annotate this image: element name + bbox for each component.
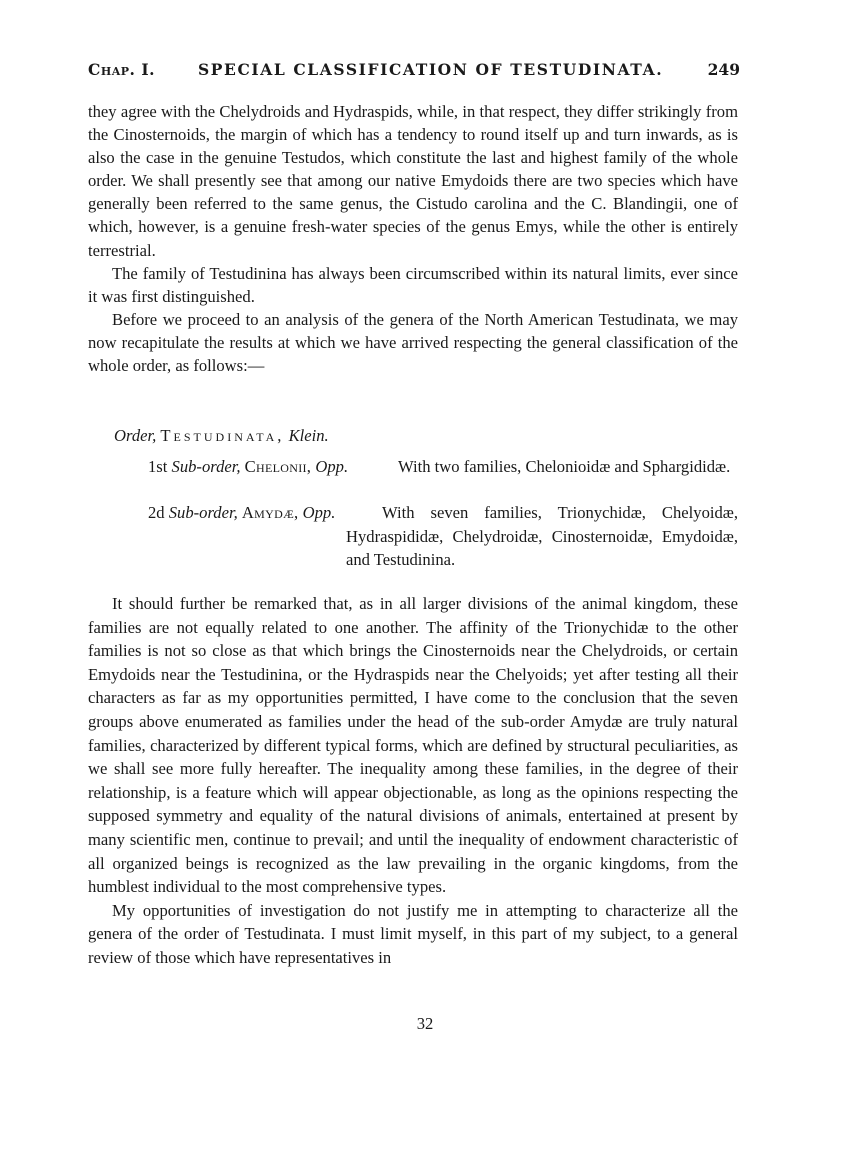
signature-mark: 32 xyxy=(416,1014,434,1033)
suborder-1-name: Chelonii, xyxy=(244,457,312,476)
order-line xyxy=(114,424,329,448)
chapter-label: Chap. I. xyxy=(88,60,155,79)
running-title: SPECIAL CLASSIFICATION OF TESTUDINATA. xyxy=(198,60,664,79)
text-block-top xyxy=(88,100,738,377)
paragraph-1: they agree with the Chelydroids and Hydraspids, while, in that respect, they differ strikingly from the Cinosternoids, the margin of which has a tendency to round itself up and turn inwards, as is also the case in the genuine Testudos, which constitute the last and highest family of the whole order. We shall presently see that among our native Emydoids there are two species which have generally been referred to the same genus, the Cistudo carolina and the C. Blandingii, one of which, however, is a genuine fresh-water species of the genus Emys, while the other is entirely terrestrial. xyxy=(88,102,738,260)
order-author: Klein. xyxy=(288,426,329,445)
suborder-2-author: Opp. xyxy=(302,503,336,522)
text-block-bottom xyxy=(88,592,738,970)
suborder-1-description: With two families, Chelonioidæ and Sphargididæ. xyxy=(398,457,731,476)
suborder-1-label: Sub-order, xyxy=(171,457,241,476)
page-number: 249 xyxy=(707,60,740,79)
suborder-1-rank: 1st xyxy=(148,457,168,476)
suborder-2-label: Sub-order, xyxy=(168,503,238,522)
paragraph-3: Before we proceed to an analysis of the genera of the North American Testudinata, we may now recapitulate the results at which we have arrived respecting the general classification of the whole order, as follows:— xyxy=(88,309,738,376)
order-name: Testudinata, xyxy=(160,426,285,445)
order-label: Order, xyxy=(114,426,157,445)
suborder-1-author: Opp. xyxy=(315,457,349,476)
running-header xyxy=(88,60,740,86)
paragraph-4: It should further be remarked that, as in all larger divisions of the animal kingdom, these families are not equally related to one another. The affinity of the Trionychidæ to the other families is not so close as that which brings the Cinosternoids near the Chelydroids, or certain Emydoids near the Testudinina, or the Hydraspids near the Chelyoids; yet after testing all their characters as far as my opportunities permitted, I have come to the conclusion that the seven groups above enumerated as families under the head of the sub-order Amydæ are truly natural families, characterized by different typical forms, which are defined by structural peculiarities, as we shall see more fully hereafter. The inequality among these families, in the degree of their relationship, is a feature which will appear objectionable, as long as the opinions respecting the supposed symmetry and equality of the natural divisions of animals, entertained at present by many scientific men, continue to prevail; and until the inequality of endowment characteristic of all organized beings is recognized as the law prevailing in the organic kingdoms, from the humblest individual to the most comprehensive types. xyxy=(88,594,738,897)
suborder-2-name: Amydæ, xyxy=(241,503,299,522)
paragraph-5: My opportunities of investigation do not justify me in attempting to characterize all the genera of the order of Testudinata. I must limit myself, in this part of my subject, to a general review of those which have representatives in xyxy=(88,900,738,967)
suborder-2-description: With seven families, Trionychidæ, Chelyoidæ, Hydraspididæ, Chelydroidæ, Cinosternoidæ, Emydoidæ, and Testudinina. xyxy=(346,503,738,569)
suborder-2-rank: 2d xyxy=(148,503,165,522)
paragraph-2: The family of Testudinina has always been circumscribed within its natural limits, ever since it was first distinguished. xyxy=(88,263,738,306)
